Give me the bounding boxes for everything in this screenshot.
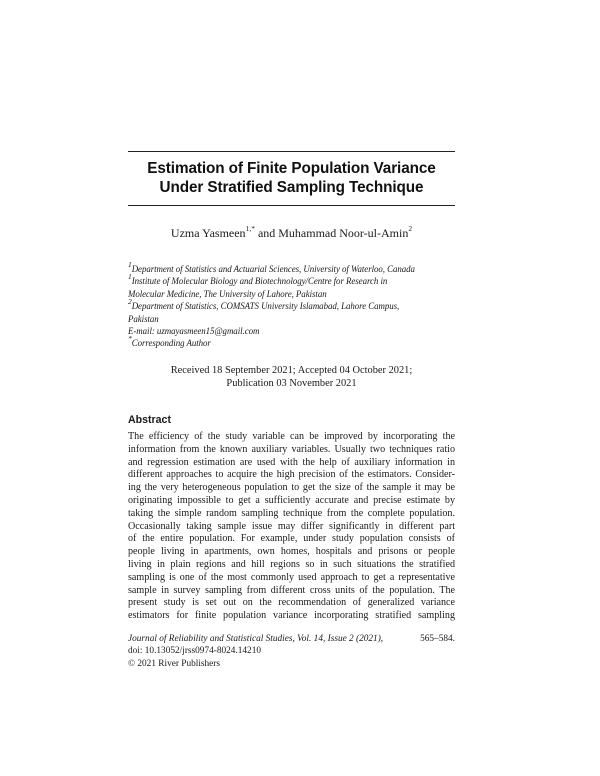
dates-line-2: Publication 03 November 2021 [226, 377, 357, 389]
affiliation-2-text: Institute of Molecular Biology and Biotechnology/Centre for Research in [131, 276, 388, 287]
paper-title [128, 159, 455, 197]
title-top-rule [128, 151, 455, 152]
affiliation-1 [128, 260, 455, 275]
author-1: Uzma Yasmeen [170, 226, 246, 240]
abstract-line: taking the simple random sampling technique from the complete population. [128, 507, 455, 519]
title-bottom-rule [128, 205, 455, 206]
journal-footer [128, 633, 455, 670]
abstract-line: people living in apartments, own homes, hospitals and prisons or people [128, 546, 455, 558]
abstract-line: of the entire population. For example, under study population consists of [128, 533, 455, 545]
author-2-marker: 2 [408, 224, 413, 233]
abstract-heading: Abstract [128, 414, 171, 426]
abstract-line: originating impossible to get a sufficiently accurate and precise estimate by [128, 494, 455, 506]
affiliation-3-cont: Pakistan [128, 313, 159, 324]
abstract-line: sampling is one of the most commonly used approach to get a representative [128, 571, 455, 583]
corresponding-author [128, 334, 455, 349]
affiliations [128, 260, 455, 350]
abstract-body [128, 431, 455, 623]
affiliation-2 [128, 272, 455, 287]
affiliation-2-cont: Molecular Medicine, The University of Lahore, Pakistan [128, 288, 327, 299]
affiliation-3 [128, 297, 455, 312]
abstract-line: ing the very heterogeneous population to get the size of the sample it may be [128, 482, 455, 494]
abstract-line: living in plain regions and hill regions so in such situations the stratified [128, 558, 455, 570]
authors-conjunction: and [254, 226, 279, 240]
publication-dates [128, 365, 455, 390]
abstract-line: information from the known auxiliary variables. Usually two techniques ratio [128, 443, 455, 455]
abstract-line: estimators for finite population variance incorporating stratified sampling [128, 610, 455, 622]
abstract-line: Occasionally taking sample issue may differ significantly in different part [128, 520, 455, 532]
abstract-line: The efficiency of the study variable can be improved by incorporating the [128, 431, 455, 442]
copyright-line: © 2021 River Publishers [128, 658, 221, 669]
affiliation-1-text: Department of Statistics and Actuarial Sciences, University of Waterloo, Canada [131, 264, 415, 274]
corresponding-marker: * [128, 334, 132, 344]
corresponding-text: Corresponding Author [131, 338, 211, 349]
affiliation-3-marker: 2 [128, 297, 132, 307]
author-2: Muhammad Noor-ul-Amin [278, 226, 409, 240]
abstract-line: different approaches to acquire the high precision of the estimators. Consider- [128, 469, 455, 481]
title-line-1: Estimation of Finite Population Variance [147, 160, 436, 177]
affiliation-3-text: Department of Statistics, COMSATS University Islamabad, Lahore Campus, [131, 301, 400, 312]
affiliation-2-marker: 1 [128, 272, 132, 282]
journal-name: Journal of Reliability and Statistical Studies, Vol. 14, Issue 2 (2021), [128, 634, 384, 644]
journal-pages: 565–584. [420, 634, 455, 644]
author-1-marker: 1,* [245, 224, 255, 233]
authors-line [128, 226, 455, 240]
abstract-line: present study is set out on the recommendation of generalized variance [128, 597, 455, 609]
affiliation-1-marker: 1 [128, 260, 132, 270]
title-line-2: Under Stratified Sampling Technique [159, 179, 424, 196]
doi-line: doi: 10.13052/jrss0974-8024.14210 [128, 646, 261, 657]
journal-citation [128, 633, 455, 645]
email-line: E-mail: uzmayasmeen15@gmail.com [128, 326, 260, 337]
abstract-line: and regression estimation are used with the help of auxiliary information in [128, 456, 455, 468]
dates-line-1: Received 18 September 2021; Accepted 04 October 2021; [170, 365, 413, 376]
abstract-line: sample in survey sampling from different cross units of the population. The [128, 584, 455, 596]
